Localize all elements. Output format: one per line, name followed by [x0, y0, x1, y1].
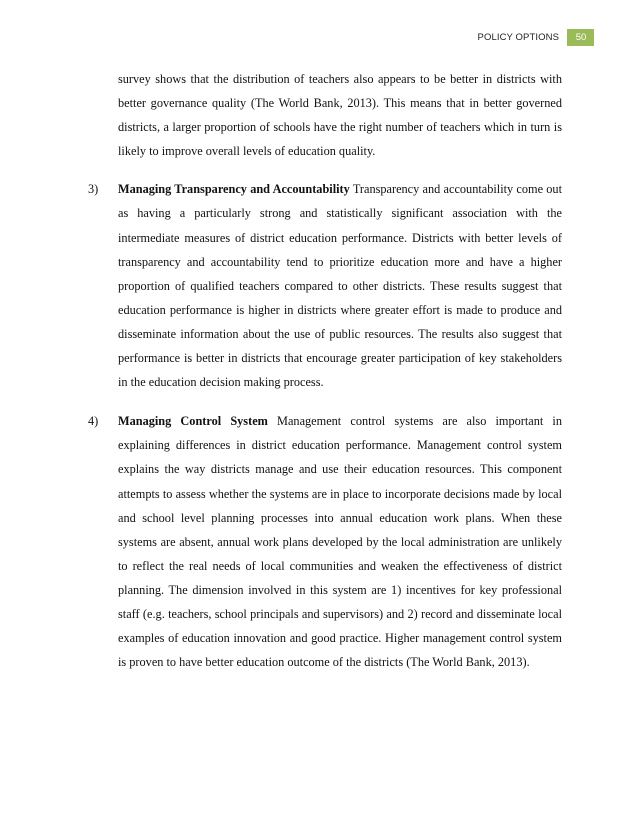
list-item-number: 3)	[88, 182, 99, 197]
list-item-text	[118, 177, 562, 394]
list-item-transparency	[88, 177, 562, 394]
list-item-control-system	[88, 409, 562, 674]
document-body	[88, 67, 562, 674]
list-item-body: Management control systems are also important in explaining differences in district education performance. Management control system explains the way districts manage and use their education resources. This component attempts to assess whether the systems are in place to incorporate decisions made by local and school level planning processes into annual education work plans. When these systems are absent, annual work plans developed by the local administration are unlikely to reflect the real needs of local communities and weaken the effectiveness of district planning. The dimension involved in this system are 1) incentives for key professional staff (e.g. teachers, school principals and supervisors) and 2) record and disseminate local examples of education innovation and good practice. Higher management control system is proven to have better education outcome of the districts (The World Bank, 2013).	[118, 414, 562, 670]
list-item-heading: Managing Transparency and Accountability	[118, 182, 350, 197]
section-title: POLICY OPTIONS	[477, 32, 559, 43]
page-number: 50	[568, 29, 594, 46]
list-item-text	[118, 409, 562, 674]
continuation-paragraph: survey shows that the distribution of teachers also appears to be better in districts with better governance quality (The World Bank, 2013). This means that in better governed districts, a larger proportion of schools have the right number of teachers which in turn is likely to improve overall levels of education quality.	[118, 72, 562, 159]
list-item-body: Transparency and accountability come out as having a particularly strong and statistically significant association with the intermediate measures of district education performance. Districts with better levels of transparency and accountability tend to prioritize education more and have a higher proportion of qualified teachers compared to other districts. These results suggest that education performance is higher in districts where greater effort is made to produce and disseminate information about the use of public resources. The results also suggest that performance is better in districts that encourage greater participation of key stakeholders in the education decision making process.	[118, 182, 562, 390]
list-item-heading: Managing Control System	[118, 414, 268, 429]
page-header	[478, 29, 594, 46]
list-item-number: 4)	[88, 414, 99, 429]
